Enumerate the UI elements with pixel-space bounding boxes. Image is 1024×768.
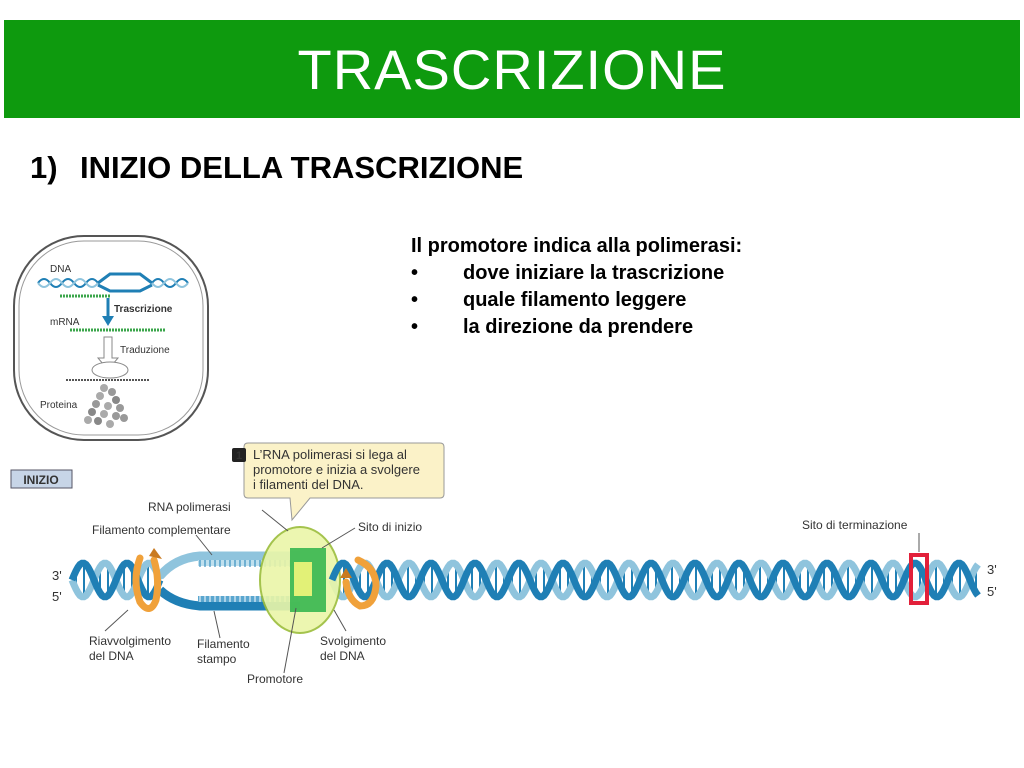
bullet: • (411, 316, 419, 338)
step-text-line-2: promotore e inizia a svolgere (253, 462, 420, 477)
protein-label: Proteina (40, 400, 78, 411)
unwinding-label-line-1: Svolgimento (320, 634, 387, 648)
bullet: • (411, 289, 419, 311)
template-strand-label-line-1: Filamento (197, 637, 250, 651)
list-item-text: dove iniziare la trascrizione (463, 262, 725, 284)
step-text-line-1: L’RNA polimerasi si lega al (253, 447, 407, 462)
unwinding-label-line-2: del DNA (320, 649, 365, 663)
rewinding-label-line-2: del DNA (89, 649, 134, 663)
left-five-prime: 5' (52, 589, 62, 604)
rewinding-label-line-1: Riavvolgimento (89, 634, 172, 648)
translation-label: Traduzione (120, 345, 170, 356)
list-item-text: quale filamento leggere (463, 289, 687, 311)
step-text-line-3: i filamenti del DNA. (253, 477, 364, 492)
list-item-text: la direzione da prendere (463, 316, 694, 338)
start-site-label: Sito di inizio (358, 520, 423, 534)
bullet: • (411, 262, 419, 284)
promoter-label: Promotore (247, 672, 304, 686)
termination-site-label: Sito di terminazione (802, 518, 908, 532)
complementary-strand-label: Filamento complementare (92, 523, 231, 537)
transcription-label: Trascrizione (114, 304, 173, 315)
inizio-badge-text: INIZIO (23, 473, 59, 487)
right-five-prime: 5' (987, 584, 997, 599)
mrna-label: mRNA (50, 317, 80, 328)
step-callout (232, 443, 444, 520)
rna-polymerase (260, 527, 340, 633)
rna-polymerase-label: RNA polimerasi (148, 500, 231, 514)
template-strand-label-line-2: stampo (197, 652, 237, 666)
section-number: 1) (30, 150, 58, 185)
slide-title: TRASCRIZIONE (297, 37, 727, 101)
ribosome (92, 362, 128, 378)
promoter-intro: Il promotore indica alla polimerasi: (411, 235, 743, 257)
cell-diagram (14, 236, 208, 440)
left-three-prime: 3' (52, 568, 62, 583)
step-number: 1 (235, 450, 243, 462)
right-three-prime: 3' (987, 562, 997, 577)
dna-label: DNA (50, 264, 72, 275)
inizio-badge (11, 470, 72, 488)
section-heading-text: INIZIO DELLA TRASCRIZIONE (80, 150, 524, 185)
